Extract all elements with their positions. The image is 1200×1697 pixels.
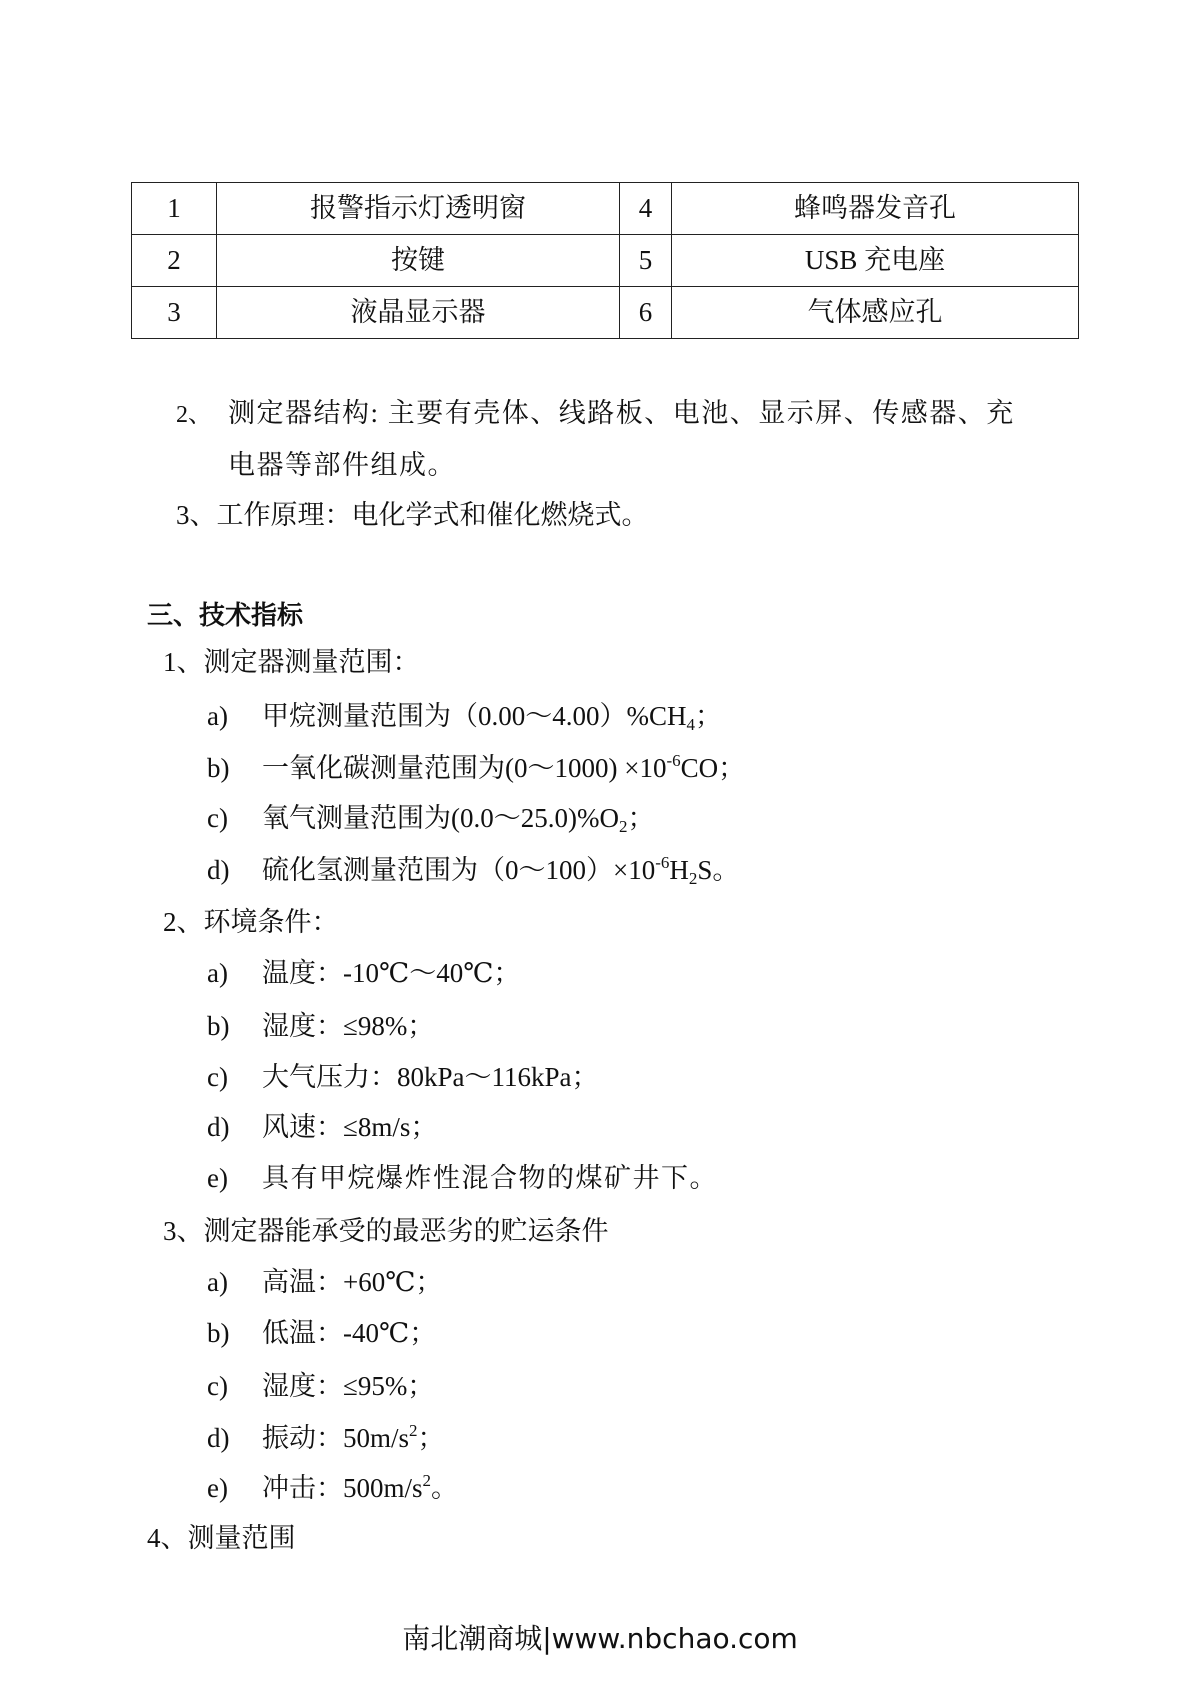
item-text: S。 bbox=[697, 855, 740, 885]
item-text: 。 bbox=[431, 1473, 459, 1503]
item-text: 具有甲烷爆炸性混合物的煤矿井下。 bbox=[262, 1163, 718, 1193]
subscript: 4 bbox=[686, 715, 695, 734]
structure-paragraph-line1 bbox=[176, 395, 1015, 433]
paragraph-text: 测定器结构: 主要有壳体、线路板、电池、显示屏、传感器、充 bbox=[228, 398, 1015, 428]
paragraph-text: 3、工作原理：电化学式和催化燃烧式。 bbox=[176, 500, 649, 530]
list-marker: d) bbox=[207, 855, 230, 885]
parts-table bbox=[131, 182, 1079, 339]
list-marker: 2、 bbox=[176, 402, 212, 428]
item-text: 甲烷测量范围为（0.00～4.00）%CH bbox=[262, 701, 687, 731]
item-text: ； bbox=[417, 1423, 445, 1453]
list-item bbox=[207, 1420, 445, 1456]
item-text: 大气压力：80kPa～116kPa； bbox=[262, 1062, 599, 1092]
subsection-title: 2、环境条件： bbox=[163, 907, 339, 937]
item-text: 冲击：500m/s bbox=[262, 1473, 423, 1503]
list-item bbox=[207, 1315, 436, 1351]
footer-watermark: 南北潮商城|www.nbchao.com bbox=[402, 1622, 798, 1655]
part-name: 按键 bbox=[217, 235, 620, 287]
list-marker: a) bbox=[207, 958, 228, 988]
list-item bbox=[207, 750, 745, 786]
item-text: 湿度：≤98%； bbox=[262, 1011, 435, 1041]
list-item bbox=[207, 1470, 458, 1506]
item-text: 振动：50m/s bbox=[262, 1423, 410, 1453]
item-text: 低温：-40℃； bbox=[262, 1318, 437, 1348]
working-principle bbox=[176, 497, 649, 533]
list-item bbox=[207, 698, 722, 734]
structure-paragraph-line2 bbox=[228, 447, 456, 483]
superscript: -6 bbox=[655, 853, 670, 872]
list-marker: b) bbox=[207, 1011, 230, 1041]
part-number: 2 bbox=[132, 235, 217, 287]
paragraph-text: 电器等部件组成。 bbox=[228, 450, 456, 480]
part-name: 报警指示灯透明窗 bbox=[217, 183, 620, 235]
item-text: 氧气测量范围为(0.0～25.0)%O bbox=[262, 803, 619, 833]
item-text: 风速：≤8m/s； bbox=[262, 1112, 438, 1142]
item-text: 硫化氢测量范围为（0～100）×10 bbox=[262, 855, 656, 885]
part-number: 1 bbox=[132, 183, 217, 235]
list-marker: c) bbox=[207, 1371, 228, 1401]
subsection-title: 3、测定器能承受的最恶劣的贮运条件 bbox=[163, 1216, 609, 1246]
list-item bbox=[207, 955, 520, 991]
list-marker: e) bbox=[207, 1163, 228, 1193]
item-text: ； bbox=[627, 803, 655, 833]
list-marker: b) bbox=[207, 1318, 230, 1348]
item-text: ； bbox=[695, 701, 722, 731]
superscript: -6 bbox=[666, 751, 681, 770]
superscript: 2 bbox=[409, 1421, 418, 1440]
list-item bbox=[207, 1264, 442, 1300]
item-text: 温度：-10℃～40℃； bbox=[262, 958, 521, 988]
list-item bbox=[207, 1008, 434, 1044]
list-marker: e) bbox=[207, 1473, 228, 1503]
subscript: 2 bbox=[688, 869, 698, 888]
list-item bbox=[207, 852, 739, 888]
part-name: 蜂鸣器发音孔 bbox=[672, 183, 1079, 235]
item-text: 一氧化碳测量范围为(0～1000) ×10 bbox=[262, 753, 667, 783]
subsection-title: 4、测量范围 bbox=[147, 1523, 296, 1553]
item-text: H bbox=[669, 855, 689, 885]
list-marker: a) bbox=[207, 1267, 228, 1297]
list-marker: c) bbox=[207, 1062, 228, 1092]
table-row bbox=[132, 183, 1079, 235]
list-marker: a) bbox=[207, 701, 228, 731]
list-item bbox=[207, 1059, 599, 1095]
part-number: 4 bbox=[620, 183, 672, 235]
subscript: 2 bbox=[618, 817, 628, 836]
part-name: USB 充电座 bbox=[672, 235, 1079, 287]
list-marker: b) bbox=[207, 753, 230, 783]
section-heading: 三、技术指标 bbox=[147, 601, 304, 631]
list-item bbox=[207, 1109, 437, 1145]
list-marker: c) bbox=[207, 803, 228, 833]
part-number: 5 bbox=[620, 235, 672, 287]
table-row bbox=[132, 287, 1079, 339]
table-row bbox=[132, 235, 1079, 287]
list-marker: d) bbox=[207, 1423, 230, 1453]
part-number: 6 bbox=[620, 287, 672, 339]
item-text: 高温：+60℃； bbox=[262, 1267, 443, 1297]
list-item bbox=[207, 1368, 434, 1404]
part-name: 气体感应孔 bbox=[672, 287, 1079, 339]
item-text: 湿度：≤95%； bbox=[262, 1371, 435, 1401]
superscript: 2 bbox=[422, 1471, 432, 1490]
part-name: 液晶显示器 bbox=[217, 287, 620, 339]
list-item bbox=[207, 1160, 718, 1196]
list-marker: d) bbox=[207, 1112, 230, 1142]
part-number: 3 bbox=[132, 287, 217, 339]
item-text: CO； bbox=[680, 753, 746, 783]
list-item bbox=[207, 800, 654, 836]
subsection-title: 1、测定器测量范围： bbox=[163, 647, 420, 677]
